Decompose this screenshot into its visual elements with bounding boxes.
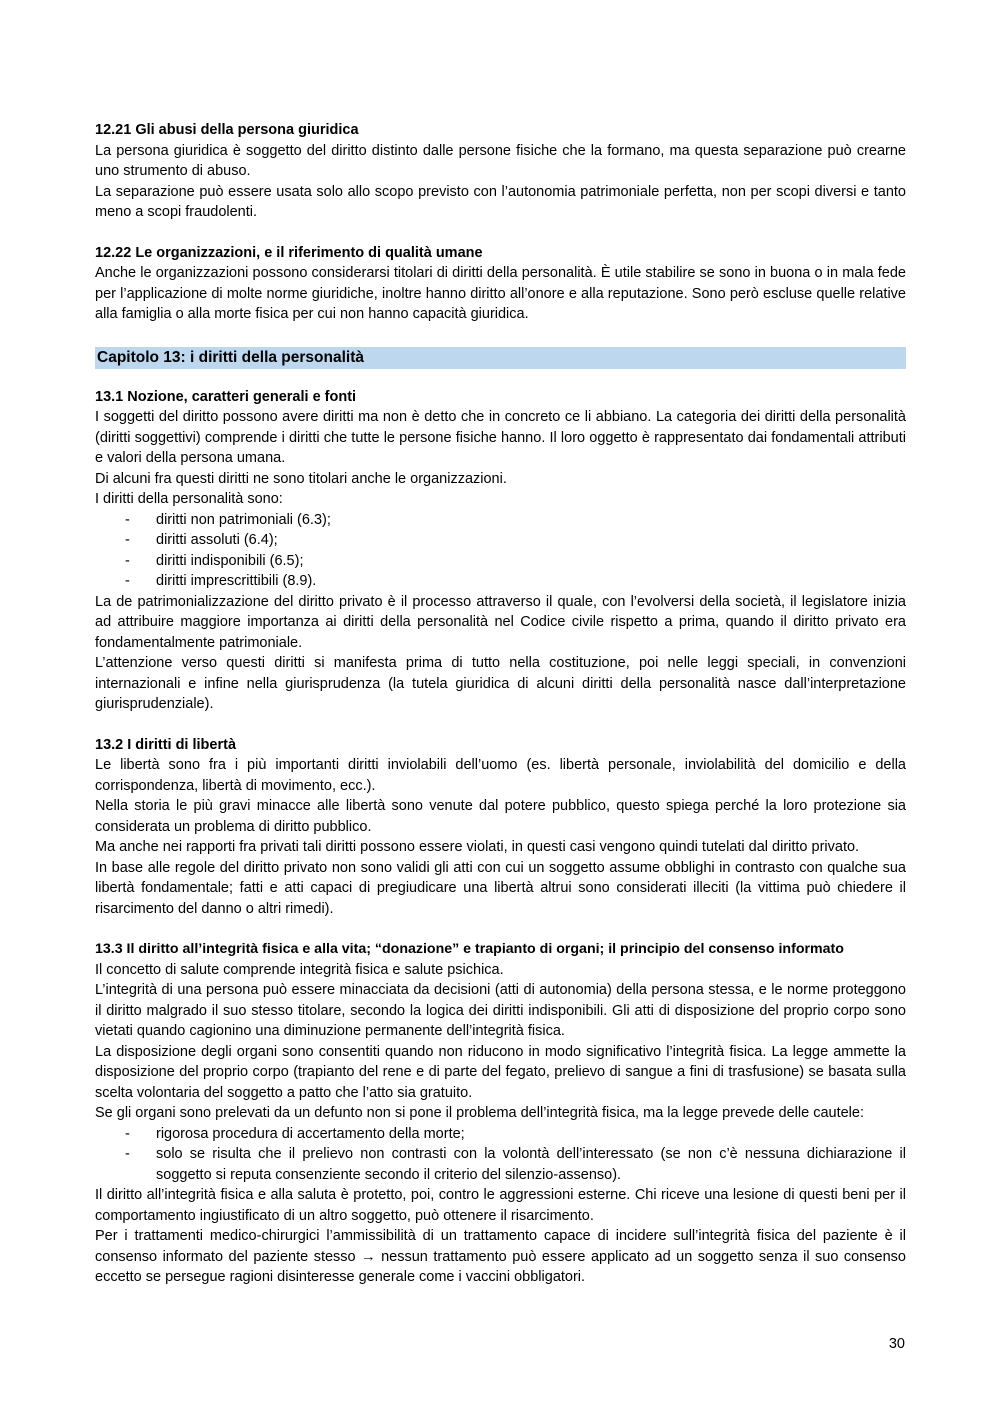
list-bullet: -	[125, 1125, 130, 1142]
section-heading-13-2: 13.2 I diritti di libertà	[95, 736, 237, 753]
spacer	[95, 919, 906, 939]
list-bullet: -	[125, 532, 130, 548]
cautions-list	[95, 1124, 906, 1186]
rights-list	[95, 510, 906, 592]
list-bullet: -	[125, 573, 130, 589]
paragraph: L’integrità di una persona può essere minacciata da decisioni (atti di autonomia) della persona stessa, e le norme proteggono il diritto malgrado il suo stesso titolare, secondo la logica dei diritti indisponibili. Gli atti di disposizione del proprio corpo sono vietati quando cagionino una diminuzione permanente dell’integrità fisica.	[95, 982, 906, 1039]
list-item-text: diritti indisponibili (6.5);	[156, 552, 304, 569]
paragraph: Anche le organizzazioni possono considerarsi titolari di diritti della personalità. È utile stabilire se sono in buona o in mala fede per l’applicazione di molte norme giuridiche, inoltre hanno diritto all’onore e alla reputazione. Sono però escluse quelle relative alla famiglia o alla morte fisica per cui non hanno capacità giuridica.	[95, 265, 906, 322]
paragraph: Nella storia le più gravi minacce alle libertà sono venute dal potere pubblico, questo spiega perché la loro protezione sia considerata un problema di diritto pubblico.	[95, 798, 906, 835]
list-item-text: solo se risulta che il prelievo non contrasti con la volontà dell’interessato (se non c’è nessuna dichiarazione il soggetto si reputa consenziente secondo il criterio del silenzio-assenso).	[156, 1146, 906, 1183]
paragraph: Il concetto di salute comprende integrità fisica e salute psichica.	[95, 961, 504, 978]
paragraph: Le libertà sono fra i più importanti diritti inviolabili dell’uomo (es. libertà personale, inviolabilità del domicilio e della corrispondenza, libertà di movimento, ecc.).	[95, 757, 906, 794]
spacer	[95, 715, 906, 735]
list-item	[95, 571, 906, 592]
paragraph: La disposizione degli organi sono consentiti quando non riducono in modo significativo l’integrità fisica. La legge ammette la disposizione del proprio corpo (trapianto del rene e di parte del fegato, prelievo di sangue a fini di trasfusione) se basata sulla scelta volontaria del soggetto a patto che l’atto sia gratuito.	[95, 1043, 906, 1101]
paragraph: L’attenzione verso questi diritti si manifesta prima di tutto nella costituzione, poi nelle leggi speciali, in convenzioni internazionali e infine nella giurisprudenza (la tutela giuridica di alcuni diritti della personalità nasce dall’interpretazione giurisprudenziale).	[95, 655, 906, 712]
paragraph: In base alle regole del diritto privato non sono validi gli atti con cui un soggetto assume obblighi in contrasto con qualche sua libertà fondamentale; fatti e atti capaci di pregiudicare una libertà altrui sono considerati illeciti (la vittima può chiedere il risarcimento del danno o altri rimedi).	[95, 859, 906, 917]
section-heading-13-1: 13.1 Nozione, caratteri generali e fonti	[95, 388, 357, 405]
paragraph: I diritti della personalità sono:	[95, 491, 283, 507]
section-heading-12-21: 12.21 Gli abusi della persona giuridica	[95, 122, 359, 138]
paragraph: Per i trattamenti medico-chirurgici l’ammissibilità di un trattamento capace di incidere sull’integrità fisica del paziente è il consenso informato del paziente stesso → nessun trattamento può essere applicato ad un soggetto senza il suo consenso eccetto se persegue ragioni disinteresse generale come i vaccini obbligatori.	[95, 1228, 906, 1285]
section-heading-13-3: 13.3 Il diritto all’integrità fisica e alla vita; “donazione” e trapianto di organi; il principio del consenso informato	[95, 941, 844, 957]
paragraph: Di alcuni fra questi diritti ne sono titolari anche le organizzazioni.	[95, 470, 507, 487]
list-bullet: -	[125, 1146, 130, 1162]
paragraph: La de patrimonializzazione del diritto privato è il processo attraverso il quale, con l’evolversi della società, il legislatore inizia ad attribuire maggiore importanza ai diritti della personalità nel Codice civile rispetto a prima, quando il diritto privato era fondamentalmente patrimoniale.	[95, 593, 906, 651]
paragraph: I soggetti del diritto possono avere diritti ma non è detto che in concreto ce li abbiano. La categoria dei diritti della personalità (diritti soggettivi) comprende i diritti che tutte le persone fisiche hanno. Il loro oggetto è rappresentato dai fondamentali attributi e valori della persona umana.	[95, 409, 906, 466]
list-item-text: diritti imprescrittibili (8.9).	[156, 573, 317, 589]
chapter-heading-13: Capitolo 13: i diritti della personalità	[95, 347, 906, 369]
spacer	[95, 369, 906, 387]
section-heading-12-22: 12.22 Le organizzazioni, e il riferimento di qualità umane	[95, 244, 483, 261]
list-item	[95, 551, 906, 572]
list-bullet: -	[125, 552, 130, 569]
list-item	[95, 530, 906, 551]
list-item-text: diritti assoluti (6.4);	[156, 532, 278, 548]
list-item	[95, 510, 906, 531]
page-number: 30	[888, 1336, 905, 1352]
list-item	[95, 1144, 906, 1185]
spacer	[95, 223, 906, 243]
list-bullet: -	[125, 511, 130, 528]
list-item-text: diritti non patrimoniali (6.3);	[156, 511, 331, 528]
paragraph: Il diritto all’integrità fisica e alla saluta è protetto, poi, contro le aggressioni esterne. Chi riceve una lesione di questi beni per il comportamento ingiustificato di un altro soggetto, può ottenere il risarcimento.	[95, 1187, 906, 1224]
paragraph: La persona giuridica è soggetto del diritto distinto dalle persone fisiche che la formano, ma questa separazione può crearne uno strumento di abuso.	[95, 142, 906, 179]
list-item	[95, 1124, 906, 1145]
list-item-text: rigorosa procedura di accertamento della morte;	[156, 1125, 465, 1142]
paragraph: Se gli organi sono prelevati da un defunto non si pone il problema dell’integrità fisica, ma la legge prevede delle cautele:	[95, 1105, 864, 1121]
page-content	[95, 120, 906, 1288]
paragraph: La separazione può essere usata solo allo scopo previsto con l’autonomia patrimoniale perfetta, non per scopi diversi e tanto meno a scopi fraudolenti.	[95, 183, 906, 220]
paragraph: Ma anche nei rapporti fra privati tali diritti possono essere violati, in questi casi vengono quindi tutelati dal diritto privato.	[95, 839, 860, 855]
spacer	[95, 325, 906, 347]
